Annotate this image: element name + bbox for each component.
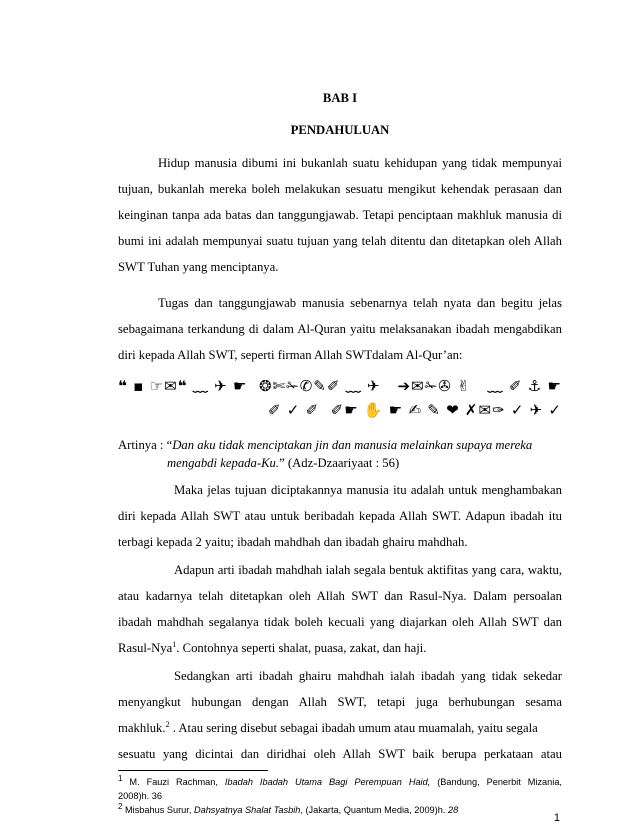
footnote-1-title: Ibadah Ibadah Utama Bagi Perempuan Haid, [224, 777, 431, 787]
footnote-ref-1[interactable]: 1 [172, 639, 177, 649]
translation-line-1 [118, 437, 562, 453]
paragraph-4-line-1: Adapun arti ibadah mahdhah ialah segala bentuk aktifitas yang cara, waktu, [174, 563, 562, 577]
footnote-2-page: 28 [447, 805, 459, 815]
arabic-verse-line-2: ✐✓✐ ✐☛✋☛✍✎❤✗✉✑✓✈✓ [268, 401, 562, 419]
translation-text-1: Dan aku tidak menciptakan jin dan manusia melainkan supaya mereka [172, 438, 533, 452]
paragraph-1-line-5: SWT Tuhan yang menciptanya. [118, 260, 279, 274]
paragraph-2-line-3: diri kepada Allah SWT, seperti firman Allah SWTdalam Al-Qur’an: [118, 348, 463, 362]
footnote-2-publisher: , (Jakarta, Quantum Media, 2009)h. [300, 805, 448, 815]
paragraph-1-line-4: bumi ini adalah mempunyai suatu tujuan yang telah ditentu dan ditetapkan oleh Allah [118, 234, 562, 248]
paragraph-4-line-4 [118, 640, 562, 656]
paragraph-4-line-2: atau kadarnya telah ditetapkan oleh Allah SWT dan Rasul-Nya. Dalam persoalan [118, 589, 562, 603]
footnote-1-line-1 [118, 773, 562, 788]
page-number: 1 [553, 812, 560, 824]
translation-reference: ” (Adz-Dzaariyaat : 56) [279, 456, 400, 470]
footnote-1-line-2: 2008)h. 36 [118, 791, 162, 801]
arabic-verse-line-1: ❝▪☞✉❝﹏✈☛ ❂✄✁✆✎✐﹏✈ ➔✉✁✇✌ ﹏✐⚓☛ [118, 377, 562, 395]
paragraph-1-line-3: keinginan tanpa ada batas dan tanggungjawab. Tetapi penciptaan makhluk manusia di [118, 208, 562, 222]
makhluk-text: makhluk. [118, 721, 166, 735]
footnote-1-number: 1 [118, 773, 123, 783]
paragraph-2-line-1: Tugas dan tanggungjawab manusia sebenarnya telah nyata dan begitu jelas [158, 296, 562, 310]
paragraph-3-line-2: diri kepada Allah SWT atau untuk beribadah kepada Allah SWT. Adapun ibadah itu [118, 509, 562, 523]
footnote-2-number: 2 [118, 801, 123, 811]
footnote-2 [118, 801, 562, 816]
paragraph-5-line-3 [118, 720, 562, 736]
paragraph-5-line-2: menyangkut hubungan dengan Allah SWT, tetapi juga berhubungan sesama [118, 695, 562, 709]
paragraph-4-line-3: ibadah mahdhah segalanya tidak boleh kecuali yang diajarkan oleh Allah SWT dan [118, 615, 562, 629]
translation-line-2 [167, 455, 562, 471]
paragraph-3-line-3: terbagi kepada 2 yaitu; ibadah mahdhah dan ibadah ghairu mahdhah. [118, 535, 468, 549]
footnote-separator [118, 770, 268, 771]
examples-text: . Contohnya seperti shalat, puasa, zakat, dan haji. [176, 641, 427, 655]
footnote-ref-2[interactable]: 2 [165, 719, 170, 729]
rasul-text: Rasul-Nya [118, 641, 173, 655]
paragraph-1-line-2: tujuan, bukanlah mereka boleh melakukan sesuatu mengikut kehendak perasaan dan [118, 182, 562, 196]
paragraph-3-line-1: Maka jelas tujuan diciptakannya manusia itu adalah untuk menghambakan [174, 483, 562, 497]
footnote-1-publisher: (Bandung, Penerbit Mizania, [430, 777, 562, 787]
paragraph-5-line-4: sesuatu yang dicintai dan diridhai oleh Allah SWT baik berupa perkataan atau [118, 747, 562, 761]
footnote-2-title: Dahsyatnya Shalat Tasbih [193, 805, 301, 815]
chapter-title: PENDAHULUAN [290, 123, 390, 137]
paragraph-1-line-1: Hidup manusia dibumi ini bukanlah suatu kehidupan yang tidak mempunyai [158, 156, 562, 170]
translation-text-2: mengabdi kepada-Ku. [167, 456, 280, 470]
muamalah-text: . Atau sering disebut sebagai ibadah umum atau muamalah, yaitu segala [169, 721, 538, 735]
chapter-heading: BAB I [322, 91, 358, 105]
translation-label: Artinya : “ [118, 438, 173, 452]
paragraph-2-line-2: sebagaimana terkandung di dalam Al-Quran yaitu melaksanakan ibadah mengabdikan [118, 322, 562, 336]
paragraph-5-line-1: Sedangkan arti ibadah ghairu mahdhah ialah ibadah yang tidak sekedar [174, 669, 562, 683]
footnote-1-author: M. Fauzi Rachman, [122, 777, 225, 787]
footnote-2-author: Misbahus Surur, [122, 805, 194, 815]
